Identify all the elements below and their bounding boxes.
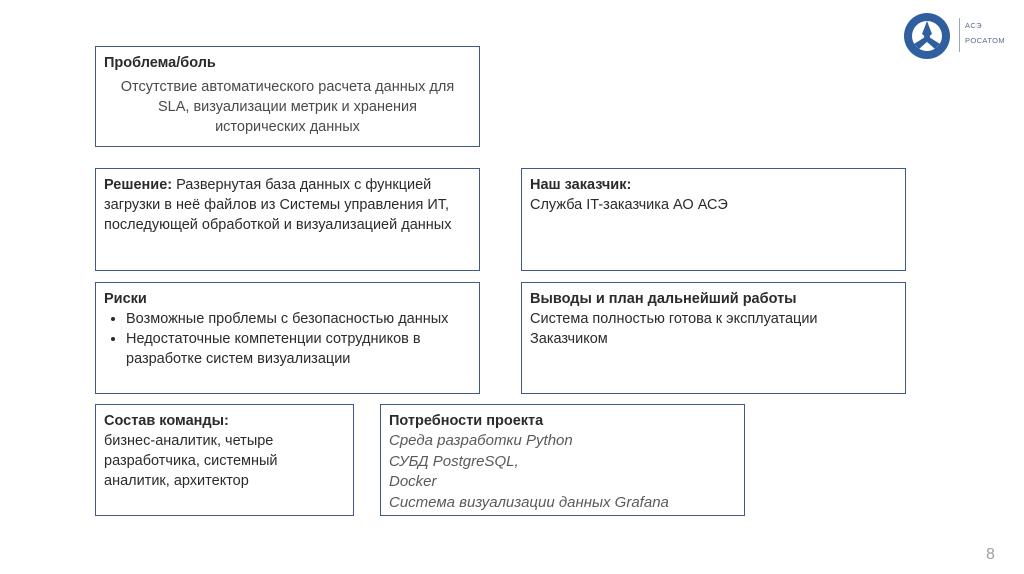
need-item: Среда разработки Python	[389, 432, 573, 449]
need-item: Система визуализации данных Grafana	[389, 493, 669, 511]
solution-text: Развернутая база данных с функцией загрузки в неё файлов из Системы управления ИТ, последующей обработкой и визуализацией данных	[104, 177, 452, 233]
risk-item: • Недостаточные компетенции сотрудников в разработке систем визуализации	[126, 329, 471, 369]
problem-line-3: исторических данных	[215, 119, 360, 135]
needs-box	[380, 404, 745, 516]
team-box	[95, 404, 354, 516]
conclusions-box	[521, 282, 906, 394]
team-text: бизнес-аналитик, четыре разработчика, системный аналитик, архитектор	[104, 433, 278, 489]
conclusions-text: Система полностью готова к эксплуатации Заказчиком	[530, 311, 818, 347]
logo-line-2: РОСАТОМ	[965, 36, 1006, 45]
customer-title: Наш заказчик:	[530, 177, 632, 193]
problem-title: Проблема/боль	[104, 55, 216, 71]
solution-label: Решение:	[104, 177, 173, 193]
company-logo	[903, 10, 1013, 60]
customer-text: Служба IT-заказчика АО АСЭ	[530, 197, 728, 213]
problem-box	[95, 46, 480, 147]
risks-box	[95, 282, 480, 394]
need-item: Docker	[389, 473, 437, 490]
needs-title: Потребности проекта	[389, 413, 544, 429]
customer-box	[521, 168, 906, 271]
team-title: Состав команды:	[104, 413, 229, 429]
problem-line-1: Отсутствие автоматического расчета данных для	[120, 79, 455, 95]
solution-box	[95, 168, 480, 271]
rosatom-logo-icon	[903, 12, 951, 60]
page-number: 8	[986, 546, 995, 563]
risks-title: Риски	[104, 291, 147, 307]
logo-line-1: АСЭ	[965, 21, 983, 30]
problem-line-2: SLA, визуализации метрик и хранения	[158, 99, 417, 115]
risk-item: • Возможные проблемы с безопасностью данных	[126, 309, 471, 329]
risks-list	[104, 309, 471, 369]
conclusions-title: Выводы и план дальнейший работы	[530, 291, 797, 307]
need-item: СУБД PostgreSQL,	[389, 452, 519, 470]
